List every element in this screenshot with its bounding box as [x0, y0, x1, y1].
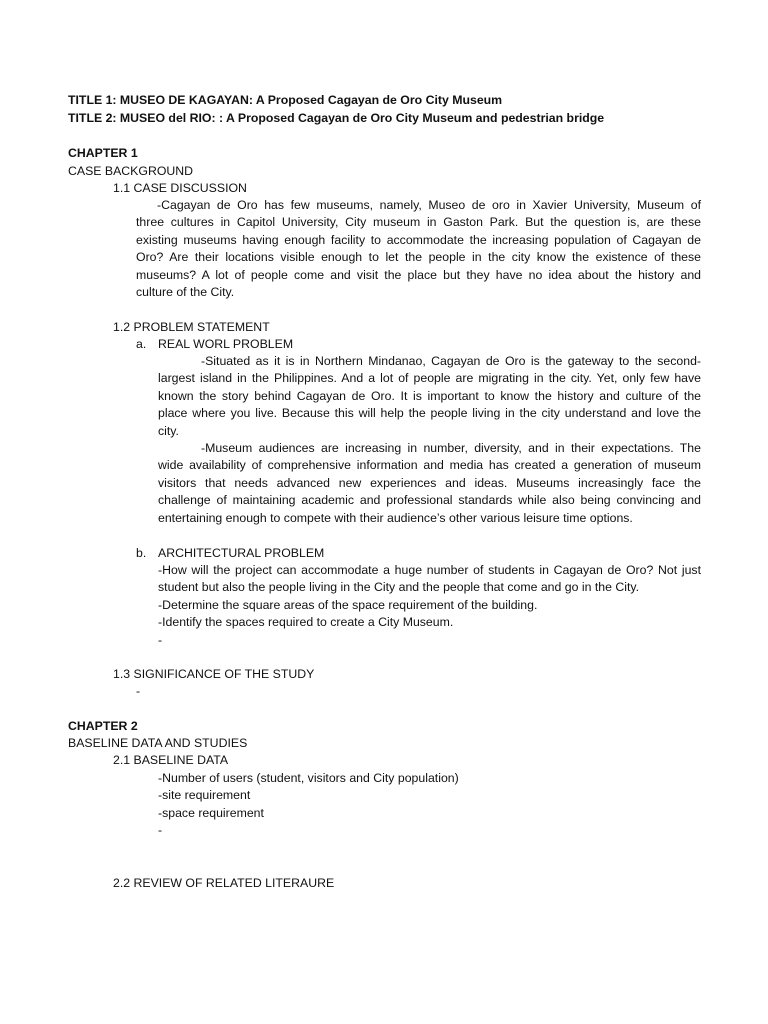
list-item: -Identify the spaces required to create a City Museum.	[158, 615, 454, 630]
significance-dash: -	[136, 684, 141, 698]
list-item: -	[158, 823, 163, 838]
list-marker-a: a.	[136, 337, 147, 351]
section-1-3-heading: 1.3 SIGNIFICANCE OF THE STUDY	[113, 667, 315, 681]
paragraph-line: largest island in the Philippines. And a lot of people are migrating in the city. Yet, only few have	[158, 371, 701, 386]
list-item: student but also the people living in the City and the people that come and go in the City.	[158, 580, 640, 595]
list-item: -How will the project can accommodate a huge number of students in Cagayan de Oro? Not just	[158, 563, 701, 577]
chapter-2-heading: CHAPTER 2	[68, 719, 138, 733]
paragraph-line: culture of the City.	[136, 285, 235, 300]
section-1-2-heading: 1.2 PROBLEM STATEMENT	[113, 320, 270, 334]
paragraph-line: -Cagayan de Oro has few museums, namely, Museo de oro in Xavier University, Museum of	[157, 198, 701, 212]
case-discussion-paragraph	[136, 197, 701, 301]
list-item: -space requirement	[158, 805, 264, 820]
title-2: TITLE 2: MUSEO del RIO: : A Proposed Cagayan de Oro City Museum and pedestrian bridge	[68, 111, 605, 125]
list-item: -Number of users (student, visitors and City population)	[158, 771, 459, 785]
chapter-1-heading: CHAPTER 1	[68, 146, 138, 160]
paragraph-line: place where you live. Because this will help the people living in the city understand and love the	[158, 406, 701, 421]
section-1-1-heading: 1.1 CASE DISCUSSION	[113, 181, 247, 195]
paragraph-line: existing museums having enough facility to accommodate the increasing population of Cagayan de	[136, 232, 701, 247]
paragraph-line: -Situated as it is in Northern Mindanao, Cagayan de Oro is the gateway to the second-	[201, 354, 701, 368]
list-item: -	[158, 632, 163, 647]
paragraph-line: visitors that needs advanced new experiences and ideas. Museums increasingly face the	[158, 475, 701, 490]
architectural-problem-label: ARCHITECTURAL PROBLEM	[158, 546, 325, 560]
real-world-problem-paragraph-1	[158, 353, 701, 440]
paragraph-line: Oro? Are their locations visible enough to let the people in the city know the existence of these	[136, 250, 701, 265]
paragraph-line: challenge of maintaining academic and professional standards while also being convincing and	[158, 493, 701, 508]
list-marker-b: b.	[136, 546, 147, 560]
real-world-problem-label: REAL WORL PROBLEM	[158, 337, 294, 351]
paragraph-line: wide availability of comprehensive information and media has created a generation of museum	[158, 458, 701, 473]
section-2-2-heading: 2.2 REVIEW OF RELATED LITERAURE	[113, 876, 335, 890]
list-item: -Determine the square areas of the space requirement of the building.	[158, 597, 538, 612]
section-2-1-heading: 2.1 BASELINE DATA	[113, 753, 229, 767]
paragraph-line: known the story behind Cagayan de Oro. It is important to know the history and culture of the	[158, 388, 701, 403]
architectural-problem-list	[158, 562, 701, 649]
baseline-data-list	[158, 770, 701, 840]
paragraph-line: city.	[158, 423, 179, 438]
paragraph-line: three cultures in Capitol University, City museum in Gaston Park. But the question is, are these	[136, 215, 701, 230]
title-1: TITLE 1: MUSEO DE KAGAYAN: A Proposed Cagayan de Oro City Museum	[68, 93, 503, 107]
paragraph-line: -Museum audiences are increasing in number, diversity, and in their expectations. The	[201, 441, 701, 455]
list-item: -site requirement	[158, 788, 251, 803]
chapter-1-subheading: CASE BACKGROUND	[68, 164, 194, 178]
real-world-problem-paragraph-2	[158, 440, 701, 527]
paragraph-line: museums? A lot of people come and visit the place but they have no idea about the history and	[136, 267, 701, 282]
paragraph-line: entertaining enough to compete with their audience’s other various leisure time options.	[158, 510, 633, 525]
chapter-2-subheading: BASELINE DATA AND STUDIES	[68, 736, 248, 750]
